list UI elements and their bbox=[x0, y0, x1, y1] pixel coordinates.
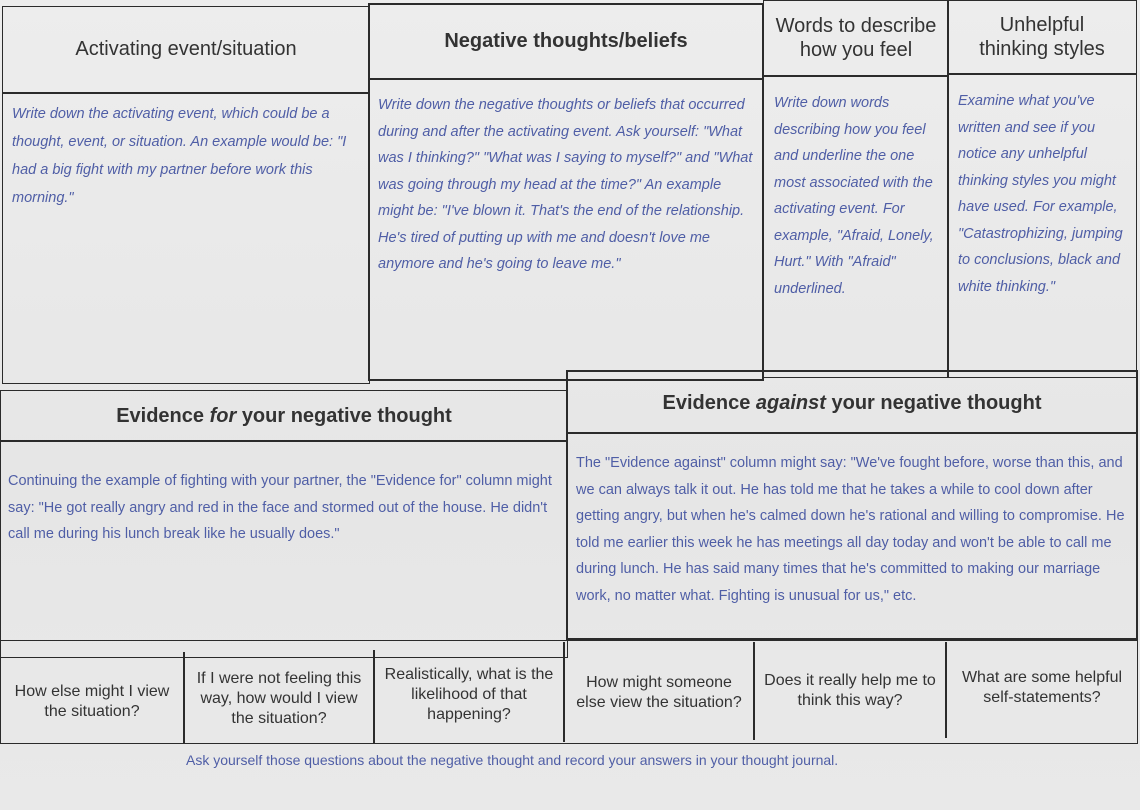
question-6: What are some helpful self-statements? bbox=[961, 669, 1123, 706]
evidence-for-header-pre: Evidence bbox=[116, 405, 205, 427]
evidence-for-header-post: your negative thought bbox=[241, 405, 452, 427]
evidence-against-header bbox=[566, 372, 1138, 434]
evidence-against-body: The "Evidence against" column might say: "We've fought before, worse than this, and we can always talk it out. He has told me that he takes a while to cool down after getting angry, but when he's calmed down he's rational and willing to compromise. He told me earlier this week he has meetings all day today and won't be able to call me during lunch. He has said many times that he's committed to making our marriage work, no matter what. Fighting is unusual for us," etc. bbox=[576, 455, 1125, 604]
evidence-for-body: Continuing the example of fighting with your partner, the "Evidence for" column might say: "He got really angry and red in the face and stormed out of the house. He didn't call me during his lunch break like he usually does." bbox=[8, 473, 552, 542]
question-5: Does it really help me to think this way? bbox=[764, 672, 936, 709]
evidence-against-header-pre: Evidence bbox=[662, 392, 751, 414]
activating-header-divider bbox=[2, 92, 370, 94]
evidence-against-header-em: against bbox=[755, 392, 826, 414]
question-3: Realistically, what is the likelihood of that happening? bbox=[384, 666, 554, 723]
evidence-against-header-post: your negative thought bbox=[831, 392, 1042, 414]
words-header: Words to describe how you feel bbox=[775, 15, 937, 61]
styles-body: Examine what you've written and see if you notice any unhelpful thinking styles you might have used. For example, "Catastrophizing, jumping to conclusions, black and white thinking." bbox=[958, 93, 1123, 295]
evidence-for-header bbox=[0, 390, 568, 442]
styles-header: Unhelpful thinking styles bbox=[979, 14, 1105, 60]
activating-body: Write down the activating event, which could be a thought, event, or situation. An example would be: "I had a big fight with my partner before work this morning." bbox=[12, 106, 347, 206]
question-2: If I were not feeling this way, how would I view the situation? bbox=[196, 670, 362, 727]
evidence-for-header-em: for bbox=[209, 405, 237, 427]
words-body: Write down words describing how you feel and underline the one most associated with the activating event. For example, "Afraid, Lonely, Hurt." With "Afraid" underlined. bbox=[774, 95, 934, 297]
question-4: How might someone else view the situation? bbox=[576, 674, 742, 711]
question-1: How else might I view the situation? bbox=[14, 683, 170, 720]
activating-header: Activating event/situation bbox=[75, 38, 297, 60]
negative-body: Write down the negative thoughts or beliefs that occurred during and after the activating event. Ask yourself: "What was I thinking?" "What was I saying to myself?" and "What was going through my head at the time?" An example might be: "I've blown it. That's the end of the relationship. He's tired of putting up with me and doesn't love me anymore and he's going to leave me." bbox=[378, 97, 753, 272]
negative-header: Negative thoughts/beliefs bbox=[444, 30, 688, 52]
footer-note: Ask yourself those questions about the negative thought and record your answers in your thought journal. bbox=[186, 752, 839, 768]
